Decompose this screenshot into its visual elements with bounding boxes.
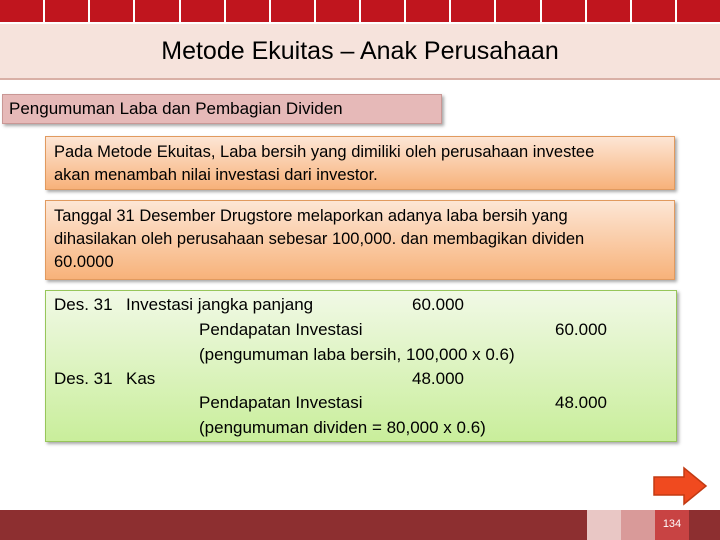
top-bar-cell <box>90 0 135 22</box>
entry1-credit-account: Pendapatan Investasi <box>199 320 363 339</box>
entry2-debit-amount: 48.000 <box>412 369 464 388</box>
top-bar-cell <box>361 0 406 22</box>
case-line: dihasilakan oleh perusahaan sebesar 100,000. dan membagikan dividen <box>54 230 585 248</box>
explanation-line: Pada Metode Ekuitas, Laba bersih yang dimiliki oleh perusahaan investee <box>54 143 595 161</box>
top-bar-cell <box>45 0 90 22</box>
slide-subtitle: Pengumuman Laba dan Pembagian Dividen <box>9 99 343 118</box>
top-bar-cell <box>587 0 632 22</box>
entry1-date: Des. 31 <box>54 295 113 314</box>
page-number: 134 <box>662 518 682 530</box>
top-bar-cell <box>451 0 496 22</box>
entry1-note: (pengumuman laba bersih, 100,000 x 0.6) <box>199 345 515 364</box>
top-bar-cell <box>226 0 271 22</box>
journal-box <box>45 290 677 442</box>
top-bar-cell <box>496 0 541 22</box>
top-bar-cell <box>316 0 361 22</box>
case-line: 60.0000 <box>54 253 114 271</box>
top-bar-cells <box>0 0 720 22</box>
top-bar-cell <box>0 0 45 22</box>
top-bar-cell <box>135 0 180 22</box>
title-band <box>0 24 720 80</box>
top-bar-cell <box>406 0 451 22</box>
explanation-line: akan menambah nilai investasi dari investor. <box>54 166 378 184</box>
slide-title: Metode Ekuitas – Anak Perusahaan <box>161 36 559 65</box>
footer-square-medium <box>621 510 655 540</box>
entry1-debit-amount: 60.000 <box>412 295 464 314</box>
top-bar-cell <box>677 0 720 22</box>
top-bar-cell <box>542 0 587 22</box>
top-bar-cell <box>632 0 677 22</box>
entry1-credit-amount: 60.000 <box>555 320 607 339</box>
entry2-credit-amount: 48.000 <box>555 393 607 412</box>
top-accent-bar <box>0 0 720 22</box>
top-bar-cell <box>181 0 226 22</box>
entry2-credit-account: Pendapatan Investasi <box>199 393 363 412</box>
explanation-box <box>45 136 675 190</box>
top-bar-cell <box>271 0 316 22</box>
case-line: Tanggal 31 Desember Drugstore melaporkan adanya laba bersih yang <box>54 207 568 225</box>
entry2-date: Des. 31 <box>54 369 113 388</box>
right-arrow-icon[interactable] <box>652 466 708 506</box>
entry2-debit-account: Kas <box>126 369 156 388</box>
case-box <box>45 200 675 280</box>
footer-square-light <box>587 510 621 540</box>
entry2-note: (pengumuman dividen = 80,000 x 0.6) <box>199 418 486 437</box>
subtitle-box <box>2 94 442 124</box>
entry1-debit-account: Investasi jangka panjang <box>126 295 314 314</box>
